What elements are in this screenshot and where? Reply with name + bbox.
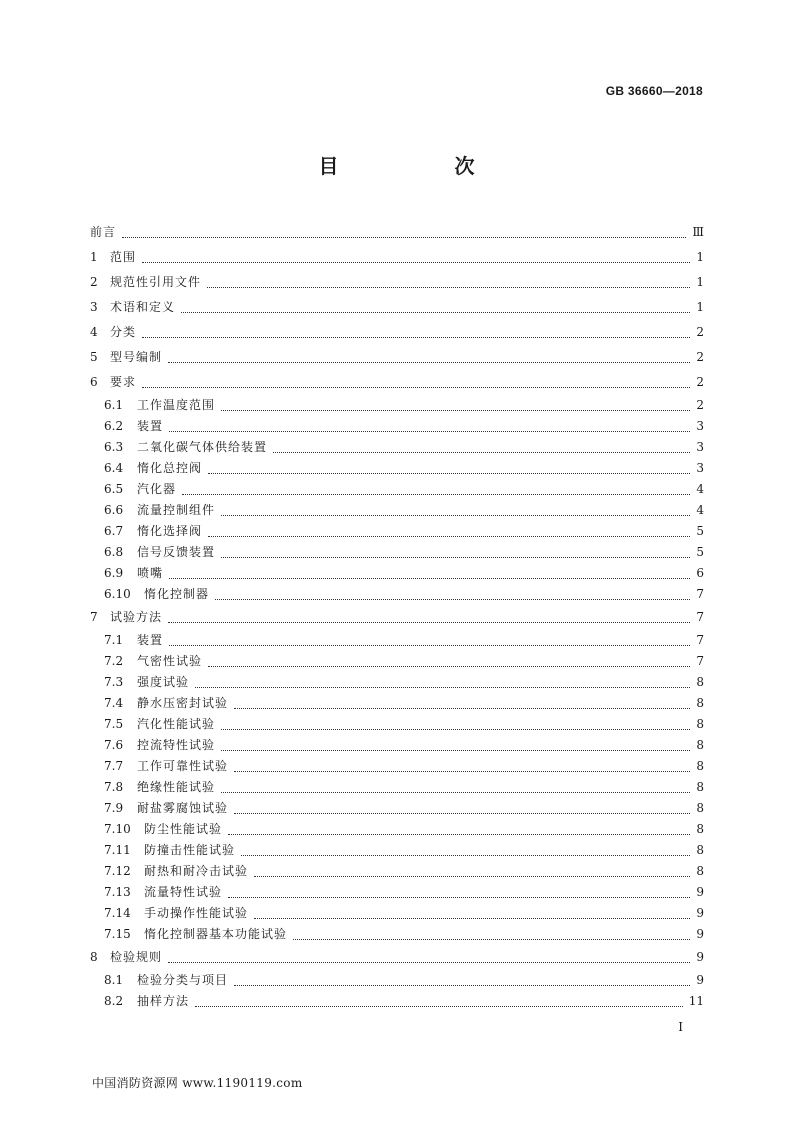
toc-entry-page: 8 bbox=[696, 675, 704, 689]
toc-entry-number: 7.3 bbox=[104, 675, 124, 689]
toc-entry-page: 11 bbox=[688, 994, 704, 1008]
toc-entry[interactable] bbox=[90, 693, 704, 714]
toc-dot-leader bbox=[142, 262, 690, 263]
toc-dot-leader bbox=[181, 312, 690, 313]
toc-entry-title[interactable]: 试验方法 bbox=[110, 610, 163, 624]
toc-entry-page: 8 bbox=[696, 822, 704, 836]
toc-dot-leader bbox=[208, 473, 690, 474]
toc-entry-number: 7.14 bbox=[104, 906, 131, 920]
toc-entry-page: 6 bbox=[696, 566, 704, 580]
toc-entry[interactable] bbox=[90, 416, 704, 437]
toc-dot-leader bbox=[168, 622, 690, 623]
toc-entry-number: 7.6 bbox=[104, 738, 124, 752]
toc-entry-number: 7.12 bbox=[104, 864, 131, 878]
toc-dot-leader bbox=[234, 985, 690, 986]
toc-entry-number: 8.1 bbox=[104, 973, 124, 987]
toc-entry-number: 5 bbox=[90, 350, 98, 364]
toc-entry[interactable] bbox=[90, 630, 704, 651]
toc-entry-title[interactable]: 惰化选择阀 bbox=[137, 524, 203, 538]
toc-entry-page: 1 bbox=[696, 300, 704, 314]
toc-entry[interactable] bbox=[90, 563, 704, 584]
toc-entry-page: 3 bbox=[696, 440, 704, 454]
toc-entry-number: 6.9 bbox=[104, 566, 124, 580]
toc-entry-title[interactable]: 要求 bbox=[110, 375, 137, 389]
toc-entry-number: 7.5 bbox=[104, 717, 124, 731]
toc-entry-page: 3 bbox=[696, 461, 704, 475]
toc-dot-leader bbox=[208, 666, 690, 667]
toc-entry-page: 4 bbox=[696, 503, 704, 517]
toc-entry-page: 2 bbox=[696, 375, 704, 389]
toc-entry-title[interactable]: 惰化控制器基本功能试验 bbox=[144, 927, 288, 941]
toc-entry[interactable] bbox=[90, 945, 704, 970]
toc-entry-title[interactable]: 装置 bbox=[137, 419, 164, 433]
toc-entry-title[interactable]: 耐盐雾腐蚀试验 bbox=[137, 801, 229, 815]
toc-entry-number: 6.1 bbox=[104, 398, 124, 412]
toc-entry[interactable] bbox=[90, 437, 704, 458]
toc-dot-leader bbox=[215, 599, 690, 600]
toc-dot-leader bbox=[169, 578, 690, 579]
toc-entry-number: 6.10 bbox=[104, 587, 131, 601]
toc-entry-title[interactable]: 强度试验 bbox=[137, 675, 190, 689]
toc-entry[interactable] bbox=[90, 970, 704, 991]
toc-entry[interactable] bbox=[90, 924, 704, 945]
toc-entry-number: 8 bbox=[90, 950, 98, 964]
toc-entry-number: 7.2 bbox=[104, 654, 124, 668]
toc-entry-title[interactable]: 静水压密封试验 bbox=[137, 696, 229, 710]
toc-entry-title[interactable]: 惰化控制器 bbox=[144, 587, 210, 601]
toc-dot-leader bbox=[234, 771, 690, 772]
toc-dot-leader bbox=[221, 410, 690, 411]
toc-entry[interactable] bbox=[90, 345, 704, 370]
toc-entry-number: 7.10 bbox=[104, 822, 131, 836]
toc-entry-page: 8 bbox=[696, 864, 704, 878]
standard-code: GB 36660—2018 bbox=[605, 84, 703, 98]
toc-entry-number: 7.15 bbox=[104, 927, 131, 941]
toc-dot-leader bbox=[195, 687, 690, 688]
toc-entry[interactable] bbox=[90, 584, 704, 605]
toc-entry-page: 4 bbox=[696, 482, 704, 496]
toc-dot-leader bbox=[221, 557, 690, 558]
toc-entry[interactable] bbox=[90, 651, 704, 672]
toc-entry-page: 7 bbox=[696, 633, 704, 647]
toc-entry[interactable] bbox=[90, 798, 704, 819]
toc-dot-leader bbox=[221, 750, 690, 751]
toc-entry[interactable] bbox=[90, 840, 704, 861]
toc-entry[interactable] bbox=[90, 220, 704, 245]
toc-entry-page: 5 bbox=[696, 524, 704, 538]
toc-entry-page: 9 bbox=[696, 927, 704, 941]
toc-entry-number: 7.8 bbox=[104, 780, 124, 794]
toc-entry-title[interactable]: 防撞击性能试验 bbox=[144, 843, 236, 857]
toc-dot-leader bbox=[221, 729, 690, 730]
toc-entry-page: 9 bbox=[696, 906, 704, 920]
toc-entry-title[interactable]: 汽化器 bbox=[137, 482, 177, 496]
toc-entry-page: 8 bbox=[696, 738, 704, 752]
toc-entry-number: 6.3 bbox=[104, 440, 124, 454]
toc-entry-number: 2 bbox=[90, 275, 98, 289]
toc-entry-number: 6.8 bbox=[104, 545, 124, 559]
toc-entry-title[interactable]: 前言 bbox=[90, 225, 117, 239]
toc-entry-title[interactable]: 气密性试验 bbox=[137, 654, 203, 668]
toc-entry-page: Ⅲ bbox=[692, 225, 704, 239]
toc-dot-leader bbox=[182, 494, 690, 495]
toc-entry[interactable] bbox=[90, 882, 704, 903]
toc-entry[interactable] bbox=[90, 991, 704, 1012]
toc-dot-leader bbox=[228, 897, 690, 898]
toc-entry-title[interactable]: 工作可靠性试验 bbox=[137, 759, 229, 773]
toc-entry-page: 7 bbox=[696, 610, 704, 624]
toc-entry-number: 6.7 bbox=[104, 524, 124, 538]
toc-entry-page: 3 bbox=[696, 419, 704, 433]
toc-entry[interactable] bbox=[90, 370, 704, 395]
toc-entry-title[interactable]: 检验分类与项目 bbox=[137, 973, 229, 987]
footer-watermark: 中国消防资源网 www.1190119.com bbox=[92, 1076, 303, 1090]
toc-entry-number: 6.2 bbox=[104, 419, 124, 433]
toc-entry[interactable] bbox=[90, 320, 704, 345]
toc-entry-title[interactable]: 喷嘴 bbox=[137, 566, 164, 580]
toc-entry-title[interactable]: 绝缘性能试验 bbox=[137, 780, 216, 794]
toc-entry-page: 9 bbox=[696, 950, 704, 964]
toc-entry[interactable] bbox=[90, 395, 704, 416]
toc-entry[interactable] bbox=[90, 245, 704, 270]
toc-entry[interactable] bbox=[90, 270, 704, 295]
toc-entry-page: 7 bbox=[696, 587, 704, 601]
toc-entry-number: 8.2 bbox=[104, 994, 124, 1008]
toc-entry-page: 8 bbox=[696, 696, 704, 710]
toc-dot-leader bbox=[168, 962, 690, 963]
toc-dot-leader bbox=[228, 834, 690, 835]
toc-entry-number: 6.4 bbox=[104, 461, 124, 475]
toc-entry[interactable] bbox=[90, 672, 704, 693]
toc-entry[interactable] bbox=[90, 861, 704, 882]
toc-dot-leader bbox=[142, 337, 690, 338]
toc-entry-title[interactable]: 检验规则 bbox=[110, 950, 163, 964]
toc-entry-title[interactable]: 术语和定义 bbox=[110, 300, 176, 314]
toc-entry[interactable] bbox=[90, 735, 704, 756]
toc-entry-title[interactable]: 控流特性试验 bbox=[137, 738, 216, 752]
toc-entry-page: 1 bbox=[696, 275, 704, 289]
toc-dot-leader bbox=[207, 287, 690, 288]
toc-dot-leader bbox=[221, 792, 690, 793]
toc-entry-page: 8 bbox=[696, 759, 704, 773]
toc-entry[interactable] bbox=[90, 479, 704, 500]
toc-entry-number: 6 bbox=[90, 375, 98, 389]
toc-entry[interactable] bbox=[90, 542, 704, 563]
toc-entry-number: 4 bbox=[90, 325, 98, 339]
toc-entry-page: 1 bbox=[696, 250, 704, 264]
toc-entry-title[interactable]: 汽化性能试验 bbox=[137, 717, 216, 731]
toc-dot-leader bbox=[273, 452, 690, 453]
toc-dot-leader bbox=[168, 362, 690, 363]
toc-dot-leader bbox=[122, 237, 686, 238]
toc-entry-number: 7.13 bbox=[104, 885, 131, 899]
toc-entry-title[interactable]: 工作温度范围 bbox=[137, 398, 216, 412]
toc-entry-page: 7 bbox=[696, 654, 704, 668]
toc-entry-title[interactable]: 耐热和耐冷击试验 bbox=[144, 864, 249, 878]
toc-entry-number: 1 bbox=[90, 250, 98, 264]
toc-entry-page: 9 bbox=[696, 885, 704, 899]
toc-entry-title[interactable]: 装置 bbox=[137, 633, 164, 647]
toc-dot-leader bbox=[169, 645, 690, 646]
toc-entry[interactable] bbox=[90, 500, 704, 521]
toc-dot-leader bbox=[234, 813, 690, 814]
toc-entry-title[interactable]: 流量控制组件 bbox=[137, 503, 216, 517]
toc-dot-leader bbox=[221, 515, 690, 516]
toc-entry-title[interactable]: 型号编制 bbox=[110, 350, 163, 364]
toc-dot-leader bbox=[241, 855, 690, 856]
toc-dot-leader bbox=[234, 708, 690, 709]
toc-entry[interactable] bbox=[90, 903, 704, 924]
toc-entry[interactable] bbox=[90, 521, 704, 542]
toc-entry-page: 8 bbox=[696, 717, 704, 731]
toc-entry-page: 2 bbox=[696, 398, 704, 412]
toc-entry-page: 8 bbox=[696, 780, 704, 794]
toc-entry-number: 7.1 bbox=[104, 633, 124, 647]
page-title: 目 次 bbox=[318, 154, 523, 178]
toc-entry-title[interactable]: 惰化总控阀 bbox=[137, 461, 203, 475]
toc-entry-title[interactable]: 防尘性能试验 bbox=[144, 822, 223, 836]
toc-entry[interactable] bbox=[90, 605, 704, 630]
toc-entry-number: 6.6 bbox=[104, 503, 124, 517]
toc-dot-leader bbox=[142, 387, 690, 388]
toc-dot-leader bbox=[293, 939, 690, 940]
toc-dot-leader bbox=[254, 918, 690, 919]
toc-entry-title[interactable]: 分类 bbox=[110, 325, 137, 339]
toc-entry-page: 8 bbox=[696, 801, 704, 815]
toc-entry-title[interactable]: 流量特性试验 bbox=[144, 885, 223, 899]
page-number: I bbox=[678, 1020, 683, 1034]
toc-dot-leader bbox=[169, 431, 690, 432]
toc-entry[interactable] bbox=[90, 714, 704, 735]
toc-entry[interactable] bbox=[90, 756, 704, 777]
toc-entry-number: 7.11 bbox=[104, 843, 131, 857]
toc-entry-number: 7 bbox=[90, 610, 98, 624]
toc-entry-title[interactable]: 手动操作性能试验 bbox=[144, 906, 249, 920]
toc-entry[interactable] bbox=[90, 777, 704, 798]
toc-entry-number: 7.7 bbox=[104, 759, 124, 773]
toc-entry-number: 6.5 bbox=[104, 482, 124, 496]
toc-dot-leader bbox=[254, 876, 690, 877]
toc-entry-page: 9 bbox=[696, 973, 704, 987]
toc-entry-number: 7.4 bbox=[104, 696, 124, 710]
toc-entry-page: 2 bbox=[696, 325, 704, 339]
toc-entry-page: 5 bbox=[696, 545, 704, 559]
toc-entry-page: 8 bbox=[696, 843, 704, 857]
table-of-contents bbox=[90, 220, 704, 1012]
toc-dot-leader bbox=[208, 536, 690, 537]
toc-entry-page: 2 bbox=[696, 350, 704, 364]
toc-entry[interactable] bbox=[90, 458, 704, 479]
toc-entry-title[interactable]: 信号反馈装置 bbox=[137, 545, 216, 559]
toc-entry-title[interactable]: 范围 bbox=[110, 250, 137, 264]
toc-entry-title[interactable]: 二氧化碳气体供给装置 bbox=[137, 440, 268, 454]
toc-entry-number: 7.9 bbox=[104, 801, 124, 815]
toc-dot-leader bbox=[195, 1006, 683, 1007]
toc-entry-number: 3 bbox=[90, 300, 98, 314]
toc-entry-title[interactable]: 抽样方法 bbox=[137, 994, 190, 1008]
toc-entry-title[interactable]: 规范性引用文件 bbox=[110, 275, 202, 289]
toc-entry[interactable] bbox=[90, 819, 704, 840]
toc-entry[interactable] bbox=[90, 295, 704, 320]
